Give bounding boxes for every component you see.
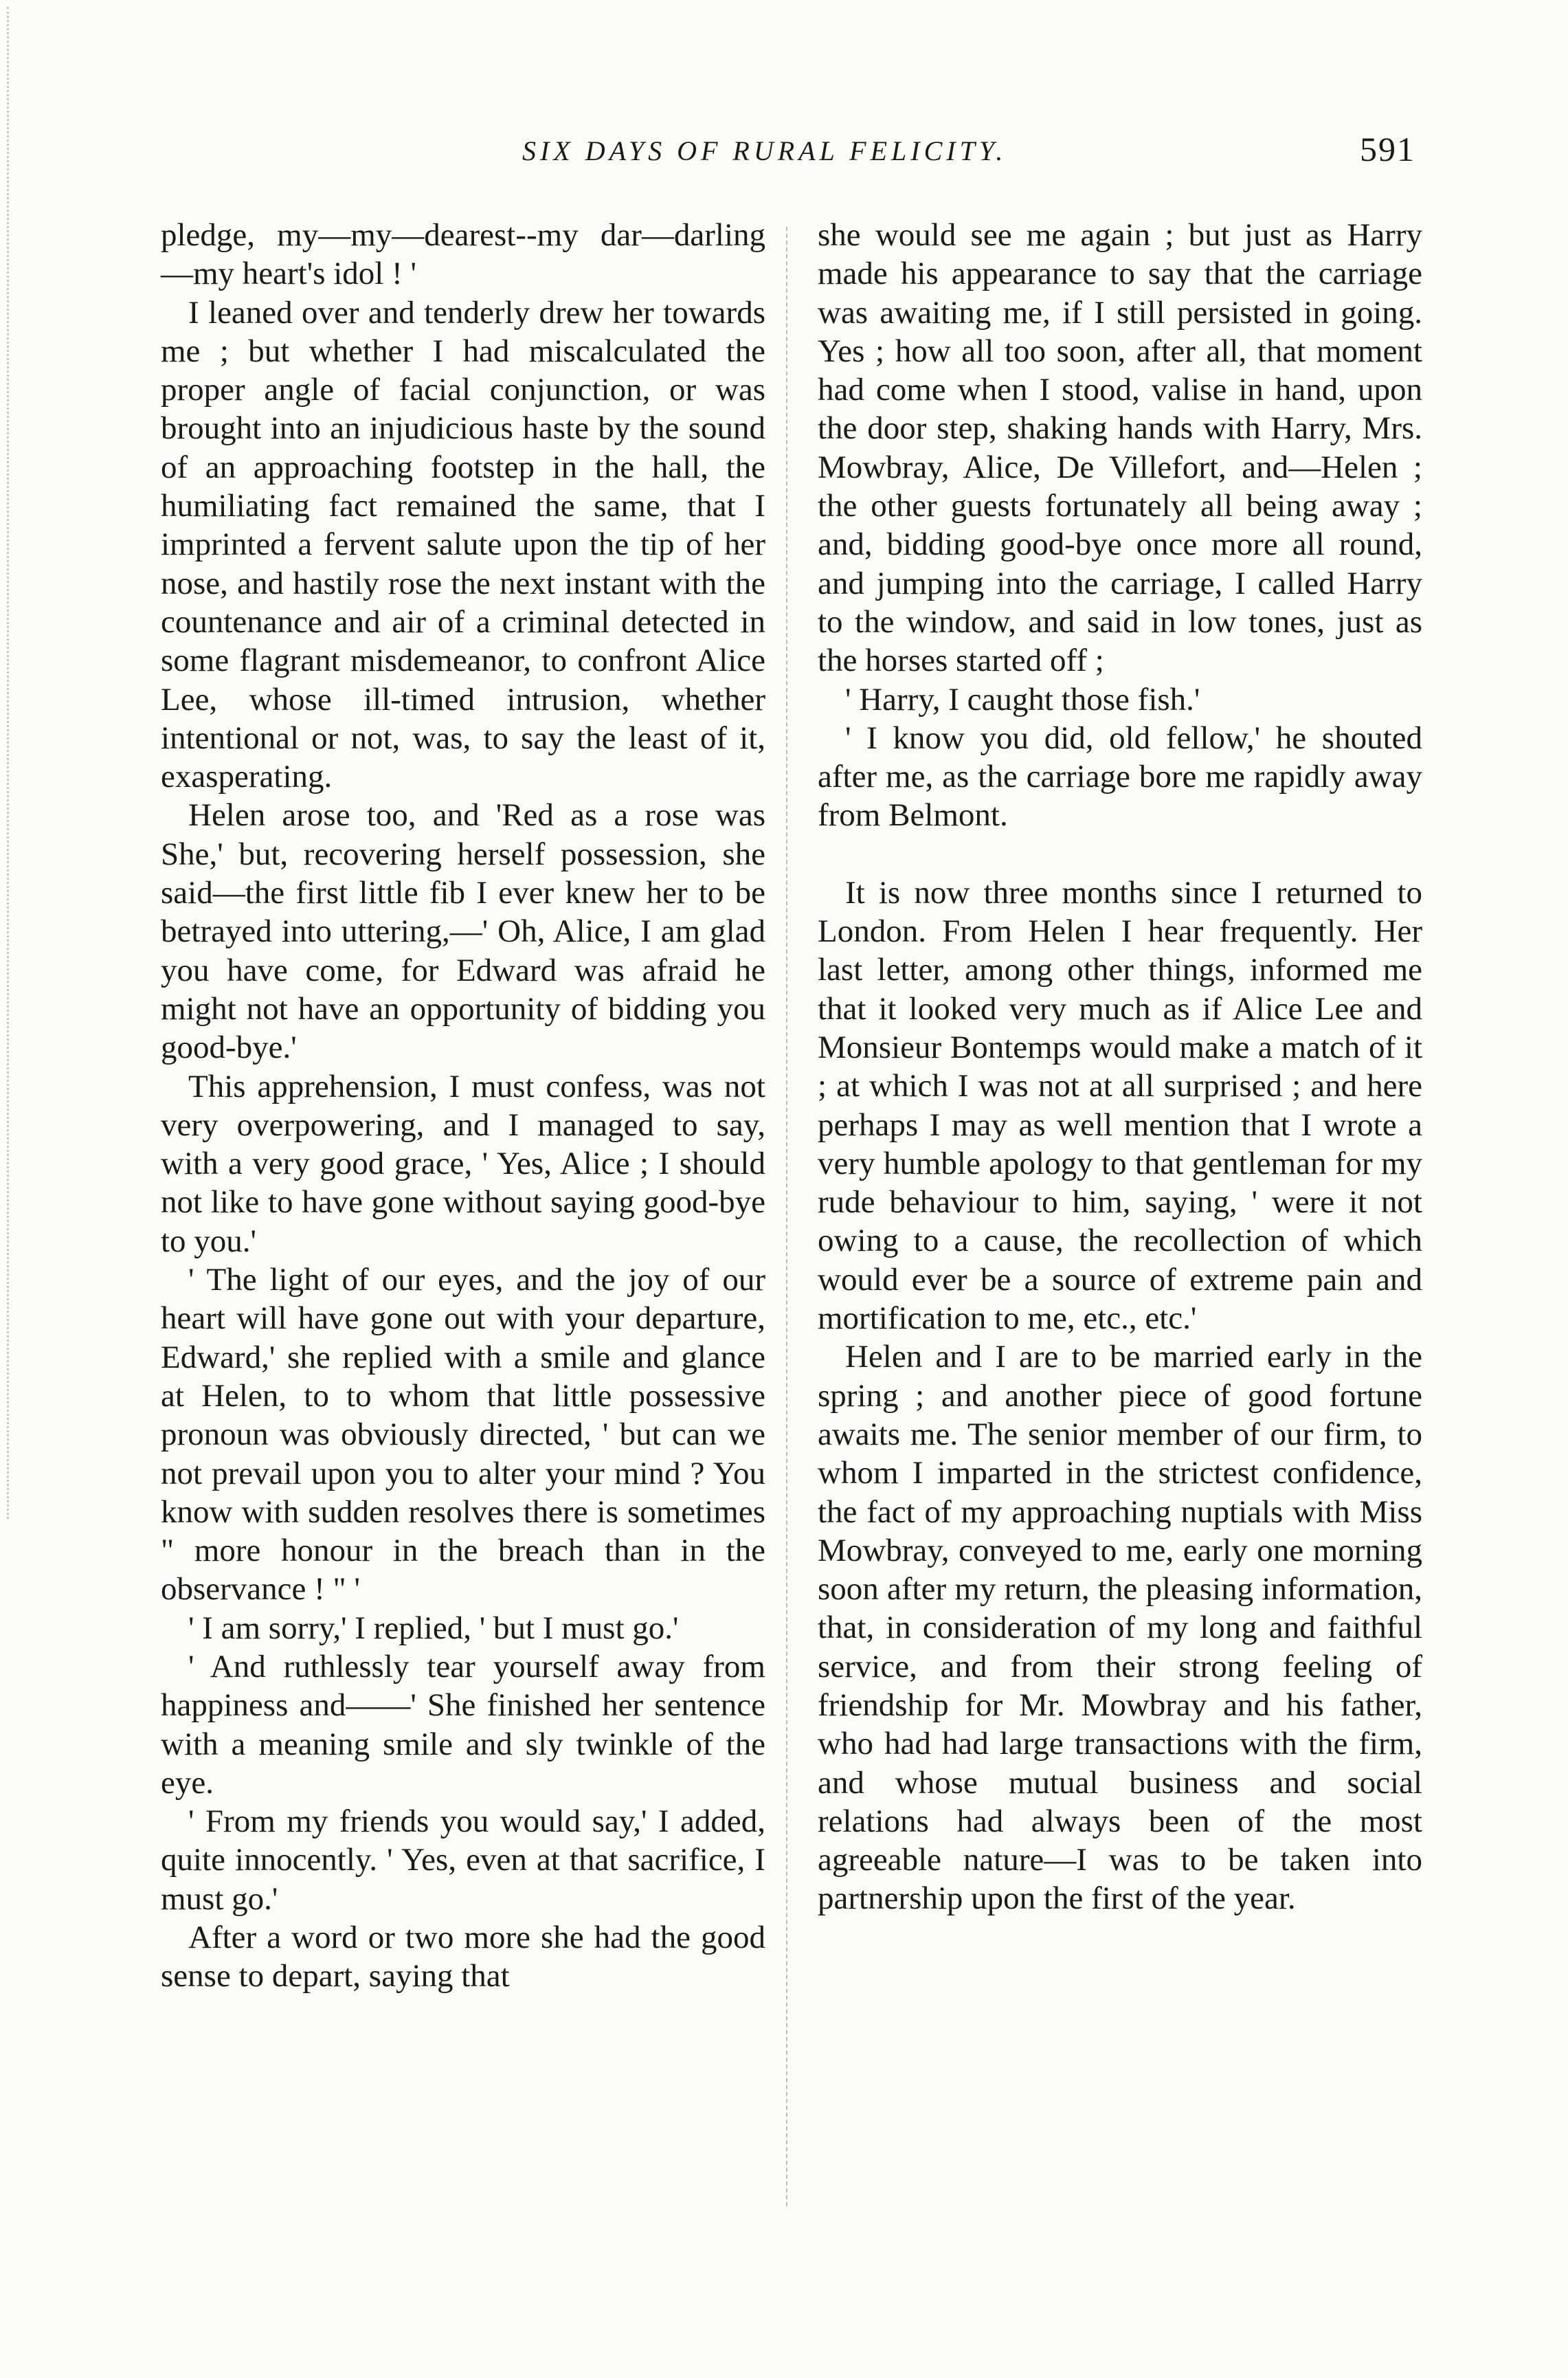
paragraph: ' The light of our eyes, and the joy of our heart will have gone out with your departure, Edward,' she replied with a smile and glance at Helen, to to whom that little possessive pronoun was obviously directed, ' but can we not prevail upon you to alter your mind ? You know with sudden resolves there is sometimes " more honour in the breach than in the observance ! " ' xyxy=(161,1262,765,1608)
paragraph: I leaned over and tenderly drew her towards me ; but whether I had miscalculated the proper angle of facial conjunction, or was brought into an injudicious haste by the sound of an approaching footstep in the hall, the humiliating fact remained the same, that I imprinted a fervent salute upon the tip of her nose, and hastily rose the next instant with the countenance and air of a criminal detected in some flagrant misdemeanor, to confront Alice Lee, whose ill-timed intrusion, whether intentional or not, was, to say the least of it, exasperating. xyxy=(161,294,765,795)
paragraph: ' And ruthlessly tear yourself away from happiness and——' She finished her sentence with a meaning smile and sly twinkle of the eye. xyxy=(161,1648,765,1801)
paragraph: Helen and I are to be married early in the spring ; and another piece of good fortune awaits me. The senior member of our firm, to whom I imparted in the strictest confidence, the fact of my approaching nuptials with Miss Mowbray, conveyed to me, early one morning soon after my return, the pleasing information, that, in consideration of my long and faithful service, and from their strong feeling of friendship for Mr. Mowbray and his father, who had had large transactions with the firm, and whose mutual business and social relations had always been of the most agreeable nature—I was to be taken into partnership upon the first of the year. xyxy=(818,1339,1422,1917)
paragraph: ' From my friends you would say,' I added, quite innocently. ' Yes, even at that sacrifice, I must go.' xyxy=(161,1803,765,1917)
scan-margin-specks xyxy=(7,7,64,1519)
paragraph: This apprehension, I must confess, was not very overpowering, and I managed to say, with a very good grace, ' Yes, Alice ; I should not like to have gone without saying good-bye to you.' xyxy=(161,1068,765,1259)
paragraph: ' I know you did, old fellow,' he shouted after me, as the carriage bore me rapidly away from Belmont. xyxy=(818,720,1422,834)
left-column xyxy=(161,216,765,1996)
paragraph: she would see me again ; but just as Harry made his appearance to say that the carriage was awaiting me, if I still persisted in going. Yes ; how all too soon, after all, that moment had come when I stood, valise in hand, upon the door step, shaking hands with Harry, Mrs. Mowbray, Alice, De Villefort, and—Helen ; the other guests fortunately all being away ; and, bidding good-bye once more all round, and jumping into the carriage, I called Harry to the window, and said in low tones, just as the horses started off ; xyxy=(818,217,1422,679)
running-title: SIX DAYS OF RURAL FELICITY. xyxy=(522,135,1007,166)
paragraph: ' Harry, I caught those fish.' xyxy=(845,681,1200,718)
paragraph: Helen arose too, and 'Red as a rose was She,' but, recovering herself possession, she said—the first little fib I ever knew her to be betrayed into uttering,—' Oh, Alice, I am glad you have come, for Edward was afraid he might not have an opportunity of bidding you good-bye.' xyxy=(161,797,765,1066)
paragraph: It is now three months since I returned to London. From Helen I hear frequently. Her last letter, among other things, informed me that it looked very much as if Alice Lee and Monsieur Bontemps would make a match of it ; at which I was not at all surprised ; and here perhaps I may as well mention that I wrote a very humble apology to that gentleman for my rude behaviour to him, saying, ' were it not owing to a cause, the recollection of which would ever be a source of extreme pain and mortification to me, etc., etc.' xyxy=(818,874,1422,1337)
right-column xyxy=(818,216,1422,1918)
paragraph: ' I am sorry,' I replied, ' but I must go.' xyxy=(188,1610,679,1646)
paragraph: After a word or two more she had the good sense to depart, saying that xyxy=(161,1920,765,1994)
page-number: 591 xyxy=(1360,130,1415,168)
paragraph: pledge, my—my—dearest--my dar—darling—my heart's idol ! ' xyxy=(161,217,765,292)
column-divider xyxy=(786,227,787,2206)
